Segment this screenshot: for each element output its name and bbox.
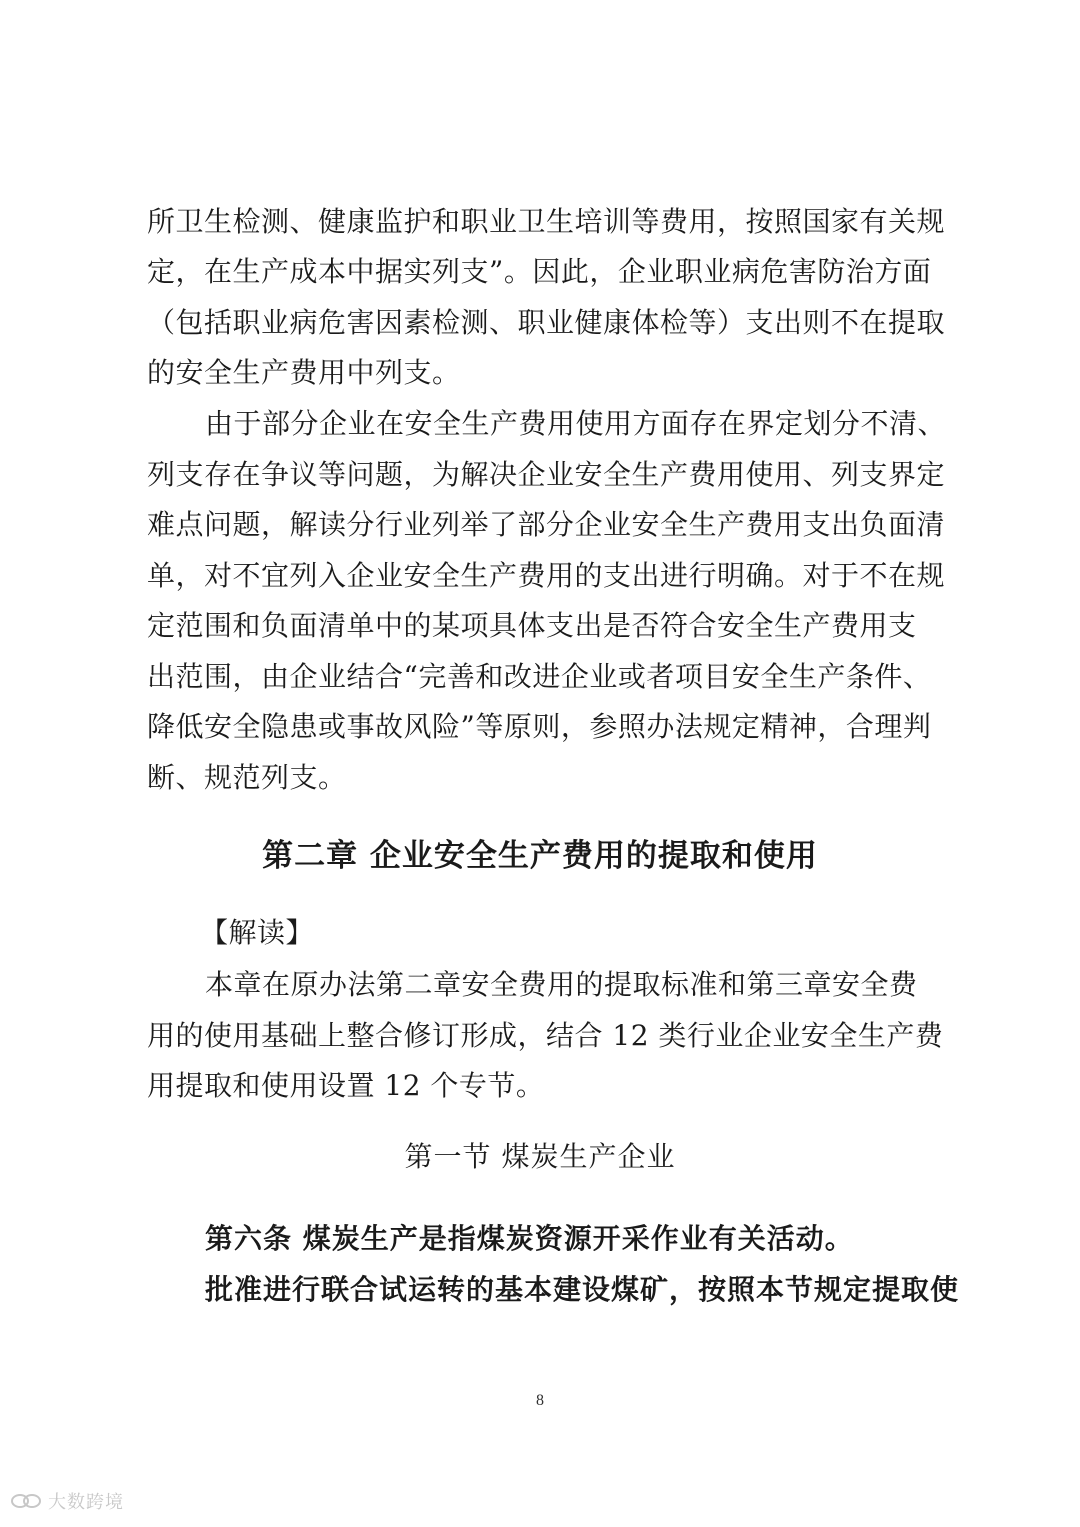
paragraph-line: 列支存在争议等问题，为解决企业安全生产费用使用、列支界定 <box>147 458 946 491</box>
section-title: 第一节 煤炭生产企业 <box>404 1140 676 1173</box>
paragraph-line: 由于部分企业在安全生产费用使用方面存在界定划分不清、 <box>205 407 947 440</box>
watermark <box>10 1488 124 1514</box>
interpretation-label: 【解读】 <box>200 916 315 949</box>
article-line: 第六条 煤炭生产是指煤炭资源开采作业有关活动。 <box>205 1222 854 1255</box>
page-number: 8 <box>536 1392 544 1409</box>
chain-link-icon <box>10 1491 42 1511</box>
paragraph-line: 用的使用基础上整合修订形成，结合 12 类行业企业安全生产费 <box>147 1019 944 1052</box>
paragraph-line: 定，在生产成本中据实列支”。因此，企业职业病危害防治方面 <box>147 255 932 288</box>
paragraph-line: 用提取和使用设置 12 个专节。 <box>147 1069 545 1102</box>
watermark-text: 大数跨境 <box>48 1492 124 1513</box>
paragraph-line: 所卫生检测、健康监护和职业卫生培训等费用，按照国家有关规 <box>147 205 946 238</box>
paragraph-line: 难点问题，解读分行业列举了部分企业安全生产费用支出负面清 <box>147 508 946 541</box>
paragraph-line: 出范围，由企业结合“完善和改进企业或者项目安全生产条件、 <box>147 660 932 693</box>
paragraph-line: （包括职业病危害因素检测、职业健康体检等）支出则不在提取 <box>147 306 946 339</box>
paragraph-line: 单，对不宜列入企业安全生产费用的支出进行明确。对于不在规 <box>147 559 946 592</box>
paragraph-line: 降低安全隐患或事故风险”等原则，参照办法规定精神，合理判 <box>147 710 932 743</box>
paragraph-line: 的安全生产费用中列支。 <box>147 356 461 389</box>
article-line: 批准进行联合试运转的基本建设煤矿，按照本节规定提取使 <box>205 1273 960 1306</box>
paragraph-line: 断、规范列支。 <box>147 761 347 794</box>
paragraph-line: 本章在原办法第二章安全费用的提取标准和第三章安全费 <box>205 968 918 1001</box>
chapter-title: 第二章 企业安全生产费用的提取和使用 <box>262 838 818 874</box>
paragraph-line: 定范围和负面清单中的某项具体支出是否符合安全生产费用支 <box>147 609 917 642</box>
